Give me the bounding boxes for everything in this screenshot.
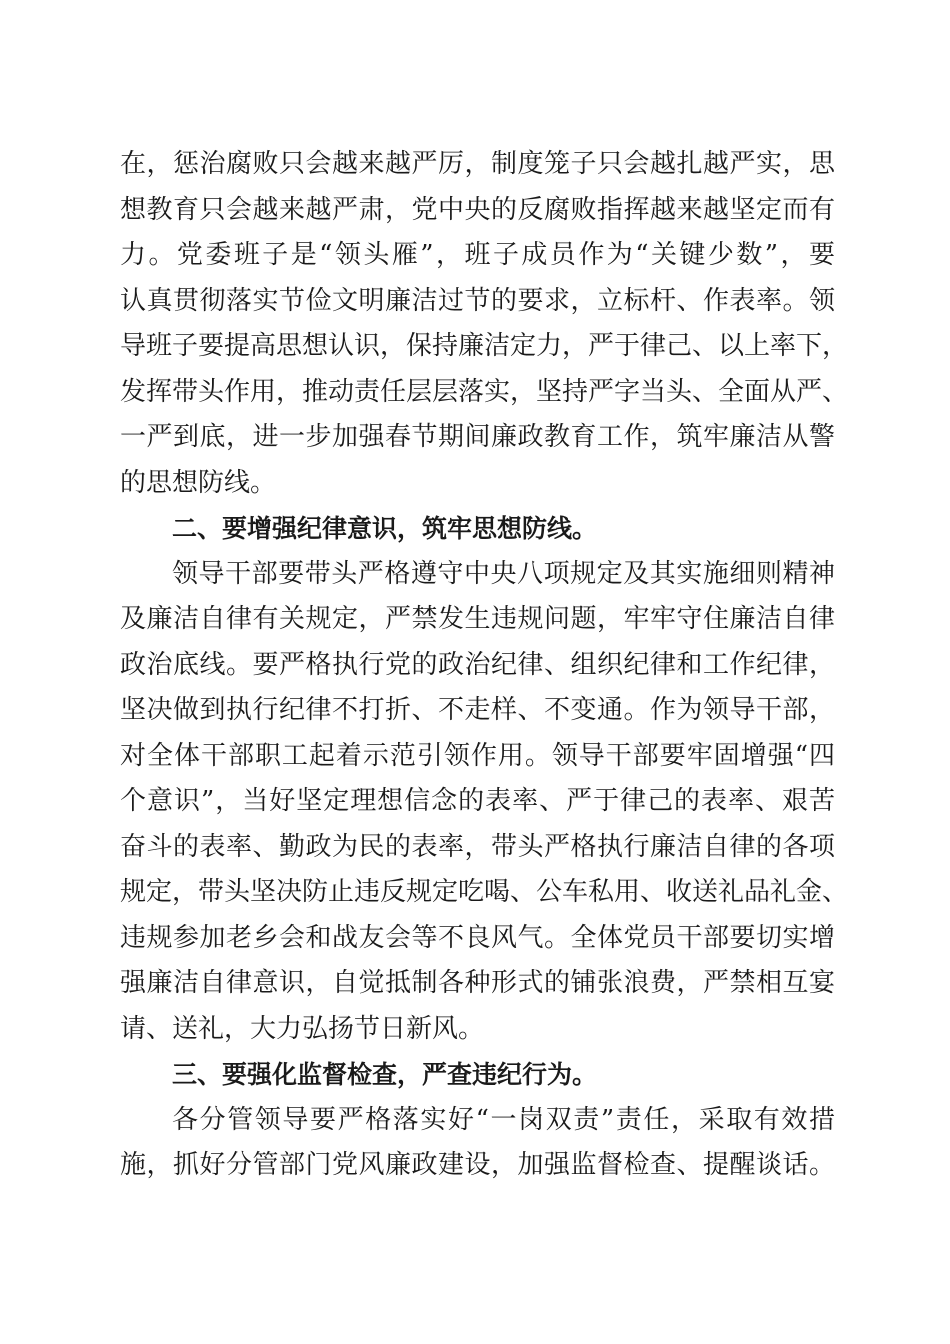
text-line: 认真贯彻落实节俭文明廉洁过节的要求，立标杆、作表率。领 xyxy=(120,285,835,316)
text-line: 违规参加老乡会和战友会等不良风气。全体党员干部要切实增 xyxy=(120,922,835,953)
text-line: 个意识”，当好坚定理想信念的表率、严于律己的表率、艰苦 xyxy=(120,786,835,816)
text-line: 在，惩治腐败只会越来越严厉，制度笼子只会越扎越严实，思 xyxy=(120,149,835,179)
section-heading-3: 三、要强化监督检查，严查违纪行为。 xyxy=(172,1060,598,1089)
text-line: 规定，带头坚决防止违反规定吃喝、公车私用、收送礼品礼金、 xyxy=(120,877,849,907)
text-line: 及廉洁自律有关规定，严禁发生违规问题，牢牢守住廉洁自律 xyxy=(120,604,835,634)
text-line: 发挥带头作用，推动责任层层落实，坚持严字当头、全面从严、 xyxy=(120,376,849,407)
text-line: 一严到底，进一步加强春节期间廉政教育工作，筑牢廉洁从警 xyxy=(120,422,835,452)
text-line: 想教育只会越来越严肃，党中央的反腐败指挥越来越坚定而有 xyxy=(120,194,835,225)
paragraph-1 xyxy=(120,142,849,506)
text-line: 领导干部要带头严格遵守中央八项规定及其实施细则精神 xyxy=(172,558,835,589)
text-line: 奋斗的表率、勤政为民的表率，带头严格执行廉洁自律的各项 xyxy=(120,831,835,862)
paragraph-3 xyxy=(120,1098,835,1189)
text-line: 对全体干部职工起着示范引领作用。领导干部要牢固增强“四 xyxy=(120,740,835,771)
text-line: 请、送礼，大力弘扬节日新风。 xyxy=(120,1013,485,1044)
text-line: 政治底线。要严格执行党的政治纪律、组织纪律和工作纪律， xyxy=(120,649,835,680)
text-line: 强廉洁自律意识，自觉抵制各种形式的铺张浪费，严禁相互宴 xyxy=(120,968,835,998)
text-line: 的思想防线。 xyxy=(120,467,277,498)
text-line: 施，抓好分管部门党风廉政建设，加强监督检查、提醒谈话。 xyxy=(120,1150,835,1180)
text-line: 坚决做到执行纪律不打折、不走样、不变通。作为领导干部， xyxy=(120,695,835,725)
text-line: 力。党委班子是“领头雁”，班子成员作为“关键少数”，要 xyxy=(120,240,835,270)
section-heading-2: 二、要增强纪律意识，筑牢思想防线。 xyxy=(172,514,598,543)
document-body xyxy=(120,142,849,1189)
text-line: 导班子要提高思想认识，保持廉洁定力，严于律己、以上率下， xyxy=(120,331,849,361)
paragraph-2 xyxy=(120,552,849,1053)
text-line: 各分管领导要严格落实好“一岗双责”责任，采取有效措 xyxy=(172,1104,835,1135)
